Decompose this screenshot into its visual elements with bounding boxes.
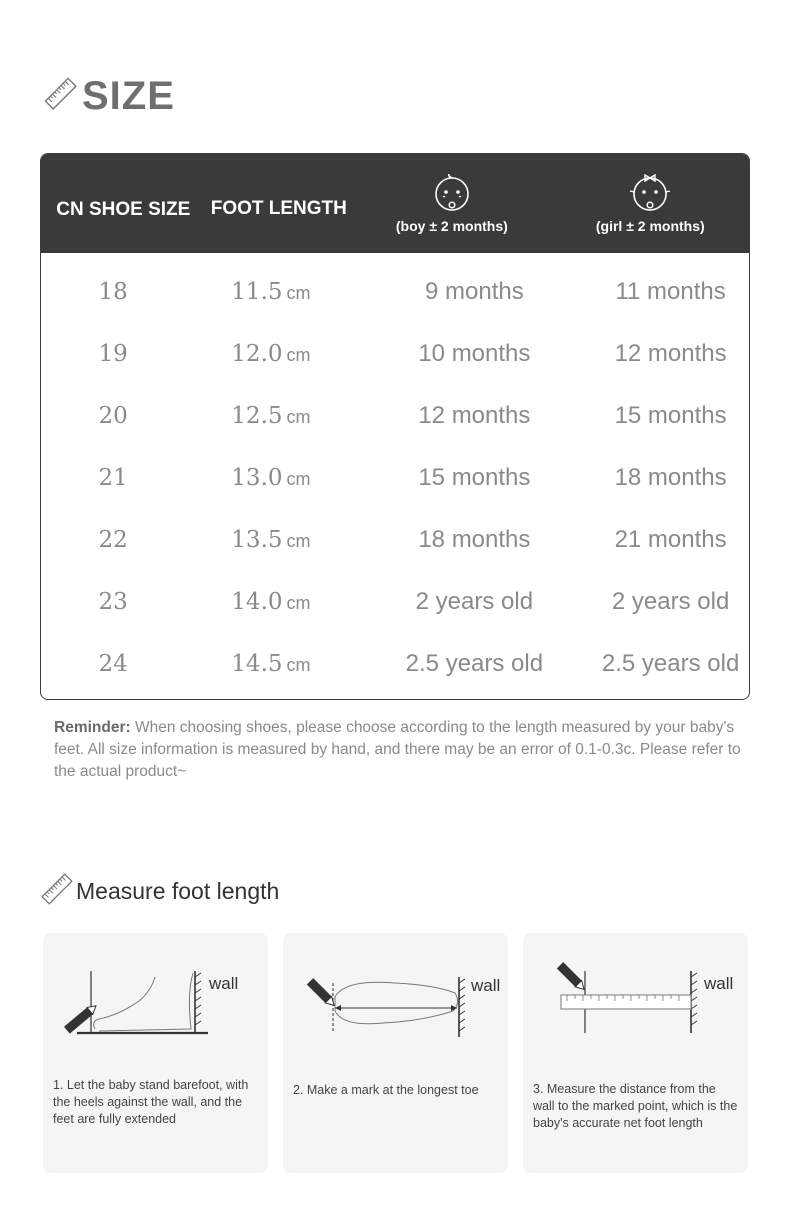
header-foot-length: FOOT LENGTH xyxy=(210,197,347,219)
length-unit: cm xyxy=(286,655,311,675)
table-row xyxy=(41,633,749,695)
length-unit: cm xyxy=(286,469,311,489)
table-row xyxy=(41,509,749,571)
step-caption: 3. Measure the distance from the wall to the marked point, which is the baby's accurate net foot length xyxy=(533,1082,738,1130)
cell-boy: 15 months xyxy=(418,464,531,491)
cell-girl: 2 years old xyxy=(611,588,730,615)
cell-size: 20 xyxy=(98,403,128,429)
step-card-2 xyxy=(283,933,508,1173)
cell-size: 24 xyxy=(98,651,128,677)
ruler-measure-illustration xyxy=(523,953,748,1043)
header-girl xyxy=(552,154,749,253)
length-value: 13.5 xyxy=(231,527,283,553)
baby-boy-icon xyxy=(432,174,472,212)
table-row xyxy=(41,571,749,633)
length-unit: cm xyxy=(286,593,311,613)
header-boy-label: (boy ± 2 months) xyxy=(395,217,508,234)
cell-girl: 11 months xyxy=(615,278,726,305)
measure-title: Measure foot length xyxy=(76,878,280,904)
cell-length xyxy=(185,589,356,615)
measure-heading xyxy=(40,872,279,911)
step-cards xyxy=(43,933,748,1173)
header-boy xyxy=(352,154,551,253)
cell-length xyxy=(185,527,356,553)
baby-girl-icon xyxy=(628,174,672,212)
cell-length xyxy=(185,403,356,429)
cell-girl: 15 months xyxy=(614,402,727,429)
cell-boy: 12 months xyxy=(418,402,531,429)
cell-length xyxy=(185,651,356,677)
cell-size: 23 xyxy=(98,589,128,615)
reminder-text xyxy=(54,717,744,783)
cell-girl: 12 months xyxy=(614,340,727,367)
cell-girl: 18 months xyxy=(614,464,727,491)
step-caption: 1. Let the baby stand barefoot, with the heels against the wall, and the feet are fully extended xyxy=(53,1078,249,1126)
cell-girl: 21 months xyxy=(614,526,727,553)
cell-length xyxy=(185,341,356,367)
ruler-icon xyxy=(40,872,74,911)
cell-size: 22 xyxy=(98,527,128,553)
cell-boy: 18 months xyxy=(418,526,531,553)
length-value: 13.0 xyxy=(231,465,283,491)
table-row xyxy=(41,447,749,509)
length-value: 11.5 xyxy=(231,279,283,305)
size-heading xyxy=(44,72,175,120)
cell-boy: 9 months xyxy=(425,278,524,305)
table-row xyxy=(41,261,749,323)
step-card-3 xyxy=(523,933,748,1173)
length-value: 14.5 xyxy=(231,651,283,677)
reminder-label: Reminder: xyxy=(54,719,131,736)
wall-label: wall xyxy=(471,976,501,995)
length-unit: cm xyxy=(286,531,311,551)
page-title: SIZE xyxy=(82,74,175,118)
cell-boy: 10 months xyxy=(418,340,531,367)
cell-size: 21 xyxy=(98,465,128,491)
step-card-1 xyxy=(43,933,268,1173)
length-value: 14.0 xyxy=(231,589,283,615)
cell-boy: 2 years old xyxy=(415,588,534,615)
ruler-icon xyxy=(44,77,78,116)
table-body xyxy=(41,253,749,695)
cell-size: 18 xyxy=(98,279,128,305)
length-value: 12.5 xyxy=(231,403,283,429)
cell-length xyxy=(185,465,356,491)
foot-top-illustration xyxy=(283,953,508,1043)
length-unit: cm xyxy=(286,407,311,427)
wall-label: wall xyxy=(209,974,239,993)
header-shoe-size: CN SHOE SIZE xyxy=(56,198,191,220)
cell-size: 19 xyxy=(98,341,128,367)
wall-label: wall xyxy=(704,974,734,993)
size-table xyxy=(40,153,750,700)
length-unit: cm xyxy=(286,283,311,303)
length-unit: cm xyxy=(286,345,311,365)
header-girl-label: (girl ± 2 months) xyxy=(595,217,705,234)
foot-side-illustration xyxy=(43,953,268,1043)
step-caption: 2. Make a mark at the longest toe xyxy=(293,1083,479,1097)
reminder-body: When choosing shoes, please choose according to the length measured by your baby's feet. All size information is measured by hand, and there may be an error of 0.1-0.3c. Please refer to the actual product~ xyxy=(54,719,741,780)
cell-boy: 2.5 years old xyxy=(405,650,544,677)
cell-length xyxy=(185,279,356,305)
length-value: 12.0 xyxy=(231,341,283,367)
table-row xyxy=(41,385,749,447)
table-header xyxy=(41,154,749,253)
cell-girl: 2.5 years old xyxy=(601,650,740,677)
table-row xyxy=(41,323,749,385)
